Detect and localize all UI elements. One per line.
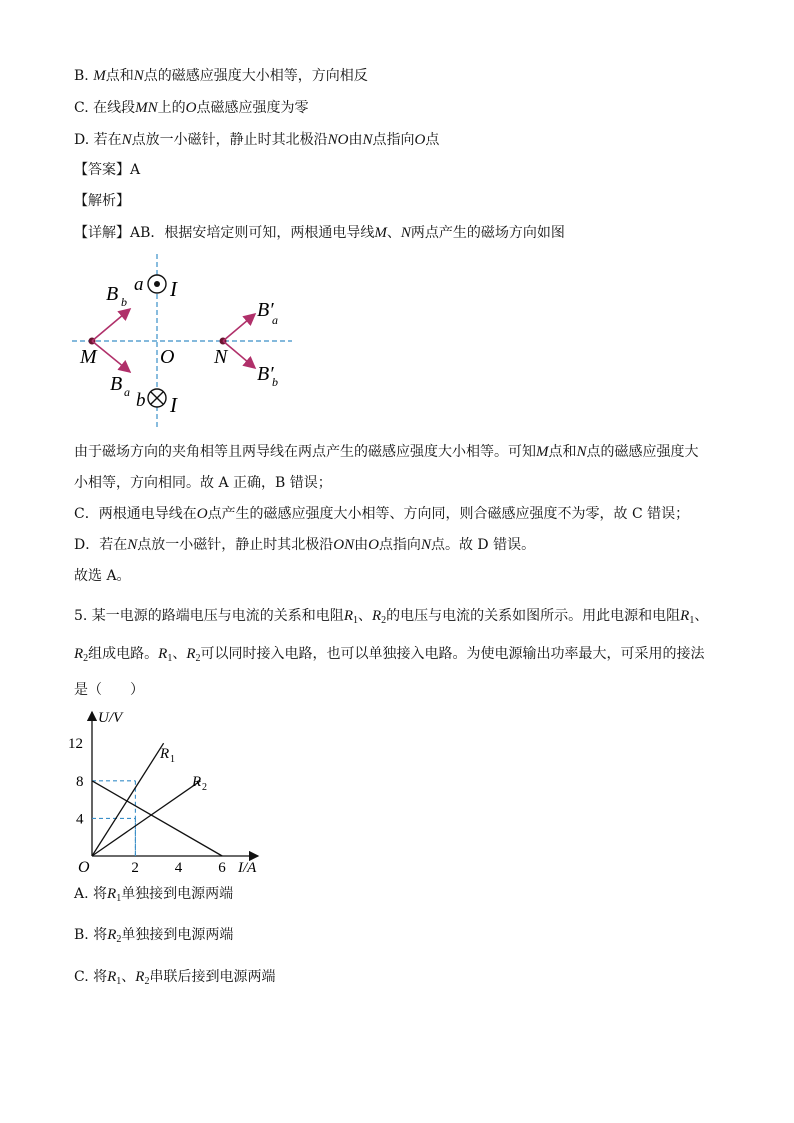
text-run: 、 bbox=[172, 646, 187, 662]
conclusion: 故选 A。 bbox=[74, 568, 131, 584]
text-run: 由于磁场方向的夹角相等且两导线在两点产生的磁感应强度大小相等。可知 bbox=[74, 444, 536, 460]
text-run: 点放一小磁针，静止时其北极沿 bbox=[137, 537, 334, 553]
explanation-line-2: 小相等，方向相同。故 A 正确，B 错误； bbox=[74, 475, 332, 491]
x-axis-label: I/A bbox=[238, 860, 257, 876]
text-run: AB．根据安培定则可知，两根通电导线 bbox=[130, 225, 375, 241]
var-o: O bbox=[185, 100, 197, 116]
text-run: 单独接到电源两端 bbox=[121, 927, 234, 943]
text-run: 点的磁感应强度大 bbox=[586, 444, 699, 460]
text-run: B. bbox=[74, 68, 94, 84]
q5-stem-line-2 bbox=[74, 644, 705, 669]
label-bpb: B′ bbox=[257, 363, 274, 385]
label-bpa: B′ bbox=[257, 299, 274, 321]
label-i-top: I bbox=[170, 277, 177, 301]
answer-value: A bbox=[130, 162, 141, 178]
subscript: 1 bbox=[116, 893, 122, 904]
text-run: 点产生的磁感应强度大小相等、方向同，则合磁感应强度不为零，故 C 错误； bbox=[207, 506, 690, 522]
label-ba: B bbox=[110, 373, 123, 395]
var-m: M bbox=[536, 444, 549, 460]
var-on: ON bbox=[333, 537, 355, 553]
detail-tag: 【详解】 bbox=[74, 225, 130, 241]
text-run: 可以同时接入电路，也可以单独接入电路。为使电源输出功率最大，可采用的接法 bbox=[200, 646, 705, 662]
var-r1: R bbox=[343, 608, 353, 624]
y-tick-label: 8 bbox=[76, 773, 84, 790]
q4-option-c bbox=[74, 98, 308, 118]
var-r1: R bbox=[158, 646, 168, 662]
ui-graph bbox=[66, 706, 276, 876]
label-bpb-sub: b bbox=[272, 375, 278, 389]
q5-option-a bbox=[74, 884, 233, 909]
var-r1: R bbox=[107, 969, 117, 985]
series-line-r1 bbox=[92, 743, 164, 856]
text-run: 由 bbox=[354, 537, 369, 553]
q4-answer bbox=[74, 160, 140, 180]
subscript: 1 bbox=[689, 615, 695, 626]
explanation-line-4 bbox=[74, 535, 535, 555]
q4-option-b bbox=[74, 66, 368, 86]
var-m: M bbox=[374, 225, 387, 241]
var-n: N bbox=[127, 537, 138, 553]
series-label-r1-sub: 1 bbox=[170, 754, 175, 765]
text-run: 点放一小磁针，静止时其北极沿 bbox=[131, 132, 328, 148]
var-n: N bbox=[121, 132, 132, 148]
var-r1: R bbox=[680, 608, 690, 624]
x-tick-label: 4 bbox=[174, 860, 183, 876]
text-run: C. 在线段 bbox=[74, 100, 136, 116]
q5-option-c bbox=[74, 967, 275, 992]
text-run: 由 bbox=[348, 132, 363, 148]
label-n: N bbox=[214, 346, 228, 368]
text-run: 串联后接到电源两端 bbox=[149, 969, 276, 985]
var-n: N bbox=[362, 132, 373, 148]
var-o: O bbox=[414, 132, 426, 148]
answer-tag: 【答案】 bbox=[74, 162, 130, 178]
text-run: 、 bbox=[694, 608, 709, 624]
text-run: C. 将 bbox=[74, 969, 108, 985]
label-bpa-sub: a bbox=[272, 313, 278, 327]
text-run: C．两根通电导线在 bbox=[74, 506, 197, 522]
q4-analysis-tag: 【解析】 bbox=[74, 193, 130, 209]
text-run: A. 将 bbox=[74, 886, 108, 902]
var-no: NO bbox=[327, 132, 349, 148]
text-run: B. 将 bbox=[74, 927, 108, 943]
y-tick-label: 12 bbox=[68, 736, 83, 753]
var-n: N bbox=[576, 444, 587, 460]
text-run: 点和 bbox=[548, 444, 577, 460]
text-run: D. 若在 bbox=[74, 132, 122, 148]
series-label-r2-sub: 2 bbox=[202, 782, 207, 793]
text-run: 点 bbox=[425, 132, 440, 148]
label-a: a bbox=[134, 274, 144, 295]
var-n: N bbox=[420, 537, 431, 553]
subscript: 2 bbox=[144, 976, 150, 987]
x-tick-label: 2 bbox=[131, 860, 139, 876]
var-r2: R bbox=[186, 646, 196, 662]
label-m: M bbox=[80, 346, 97, 368]
var-o: O bbox=[368, 537, 379, 553]
text-run: 单独接到电源两端 bbox=[121, 886, 234, 902]
label-bb-sub: b bbox=[121, 295, 127, 309]
var-r2: R bbox=[74, 646, 84, 662]
arrow-bpb bbox=[223, 341, 255, 368]
subscript: 1 bbox=[116, 976, 122, 987]
q5-option-b bbox=[74, 925, 233, 950]
series-label-r2: R bbox=[192, 774, 202, 790]
y-axis-label: U/V bbox=[98, 710, 123, 726]
text-run: 点的磁感应强度大小相等，方向相反 bbox=[143, 68, 368, 84]
subscript: 2 bbox=[381, 615, 387, 626]
var-r2: R bbox=[135, 969, 145, 985]
var-r2: R bbox=[107, 927, 117, 943]
label-b: b bbox=[136, 390, 146, 411]
wire-a-dot bbox=[154, 281, 160, 287]
subscript: 1 bbox=[352, 615, 358, 626]
q4-detail bbox=[74, 223, 565, 243]
q5-stem-line-1 bbox=[74, 606, 708, 631]
origin-label: O bbox=[78, 859, 90, 876]
text-run: 点指向 bbox=[372, 132, 415, 148]
text-run: 5. 某一电源的路端电压与电流的关系和电阻 bbox=[74, 608, 344, 624]
var-r1: R bbox=[107, 886, 117, 902]
text-run: 点和 bbox=[105, 68, 134, 84]
subscript: 2 bbox=[83, 653, 89, 664]
y-tick-label: 4 bbox=[76, 811, 84, 828]
label-bb: B bbox=[106, 283, 119, 305]
q4-option-d bbox=[74, 130, 439, 150]
magnetic-field-figure bbox=[66, 252, 296, 432]
text-run: 的电压与电流的关系如图所示。用此电源和电阻 bbox=[386, 608, 681, 624]
var-mn: MN bbox=[135, 100, 158, 116]
var-n: N bbox=[133, 68, 144, 84]
explanation-line-3 bbox=[74, 504, 689, 524]
q5-stem-line-3: 是（ ） bbox=[74, 682, 144, 698]
arrow-ba bbox=[92, 341, 130, 372]
var-o: O bbox=[196, 506, 208, 522]
subscript: 2 bbox=[195, 653, 201, 664]
text-run: 点磁感应强度为零 bbox=[196, 100, 309, 116]
text-run: 、 bbox=[357, 608, 372, 624]
arrow-bb bbox=[92, 309, 130, 341]
series-label-r1: R bbox=[160, 746, 170, 762]
subscript: 1 bbox=[167, 653, 173, 664]
text-run: 点。故 D 错误。 bbox=[430, 537, 536, 553]
arrow-bpa bbox=[223, 314, 255, 341]
text-run: 、 bbox=[386, 225, 401, 241]
label-o: O bbox=[160, 346, 175, 368]
var-r2: R bbox=[371, 608, 382, 624]
var-n: N bbox=[400, 225, 411, 241]
explanation-line-1 bbox=[74, 442, 699, 462]
label-i-bottom: I bbox=[170, 393, 177, 417]
label-ba-sub: a bbox=[124, 385, 130, 399]
text-run: 组成电路。 bbox=[88, 646, 159, 662]
var-m: M bbox=[93, 68, 106, 84]
text-run: 、 bbox=[121, 969, 136, 985]
x-tick-label: 6 bbox=[218, 860, 226, 876]
text-run: D．若在 bbox=[74, 537, 128, 553]
subscript: 2 bbox=[116, 934, 122, 945]
text-run: 点指向 bbox=[378, 537, 421, 553]
text-run: 两点产生的磁场方向如图 bbox=[410, 225, 565, 241]
text-run: 上的 bbox=[157, 100, 186, 116]
